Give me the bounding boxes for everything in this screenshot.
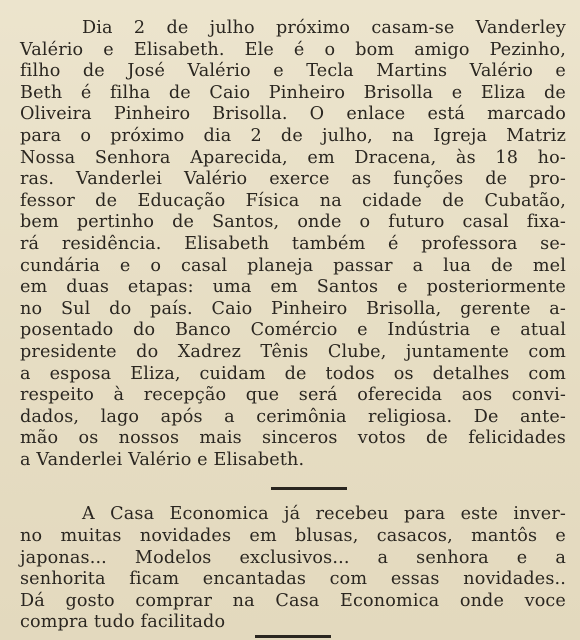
article-line: Valério e Elisabeth. Ele é o bom amigo Pezinho, <box>20 39 566 60</box>
article-line: filho de José Valério e Tecla Martins Valério e <box>20 61 566 82</box>
article-line: para o próximo dia 2 de julho, na Igreja Matriz <box>20 125 566 146</box>
article-line: Beth é filha de Caio Pinheiro Brisolla e Eliza de <box>20 82 566 103</box>
section-divider <box>271 487 347 490</box>
article-line: fessor de Educação Física na cidade de Cubatão, <box>20 190 566 211</box>
article-line: senhorita ficam encantadas com essas novidades.. <box>20 569 566 590</box>
wedding-announcement-article <box>20 18 566 471</box>
article-line: em duas etapas: uma em Santos e posteriormente <box>20 277 566 298</box>
article-line: no Sul do país. Caio Pinheiro Brisolla, gerente a- <box>20 298 566 319</box>
article-line: bem pertinho de Santos, onde o futuro casal fixa- <box>20 212 566 233</box>
article-line: cundária e o casal planeja passar a lua de mel <box>20 255 566 276</box>
article-line: posentado do Banco Comércio e Indústria e atual <box>20 320 566 341</box>
article-line: no muitas novidades em blusas, casacos, mantôs e <box>20 526 566 547</box>
article-line: mão os nossos mais sinceros votos de felicidades <box>20 428 566 449</box>
article-line: Oliveira Pinheiro Brisolla. O enlace está marcado <box>20 104 566 125</box>
article-line: Nossa Senhora Aparecida, em Dracena, às 18 ho- <box>20 147 566 168</box>
section-divider-bottom <box>255 635 331 638</box>
article-line: a esposa Eliza, cuidam de todos os detalhes com <box>20 363 566 384</box>
article-line: dados, lago após a cerimônia religiosa. De ante- <box>20 406 566 427</box>
article-line: respeito à recepção que será oferecida aos convi- <box>20 385 566 406</box>
article-line: compra tudo facilitado <box>20 612 226 633</box>
store-advertisement-article <box>20 504 566 634</box>
article-line: Dá gosto comprar na Casa Economica onde voce <box>20 590 566 611</box>
article-line: a Vanderlei Valério e Elisabeth. <box>20 449 305 470</box>
article-line: ras. Vanderlei Valério exerce as funções de pro- <box>20 169 566 190</box>
article-line: A Casa Economica já recebeu para este inver- <box>82 504 566 525</box>
article-line: rá residência. Elisabeth também é professora se- <box>20 233 566 254</box>
article-line: japonas... Modelos exclusivos... a senhora e a <box>20 547 566 568</box>
article-line: presidente do Xadrez Tênis Clube, juntamente com <box>20 341 566 362</box>
article-line: Dia 2 de julho próximo casam-se Vanderley <box>82 18 566 38</box>
